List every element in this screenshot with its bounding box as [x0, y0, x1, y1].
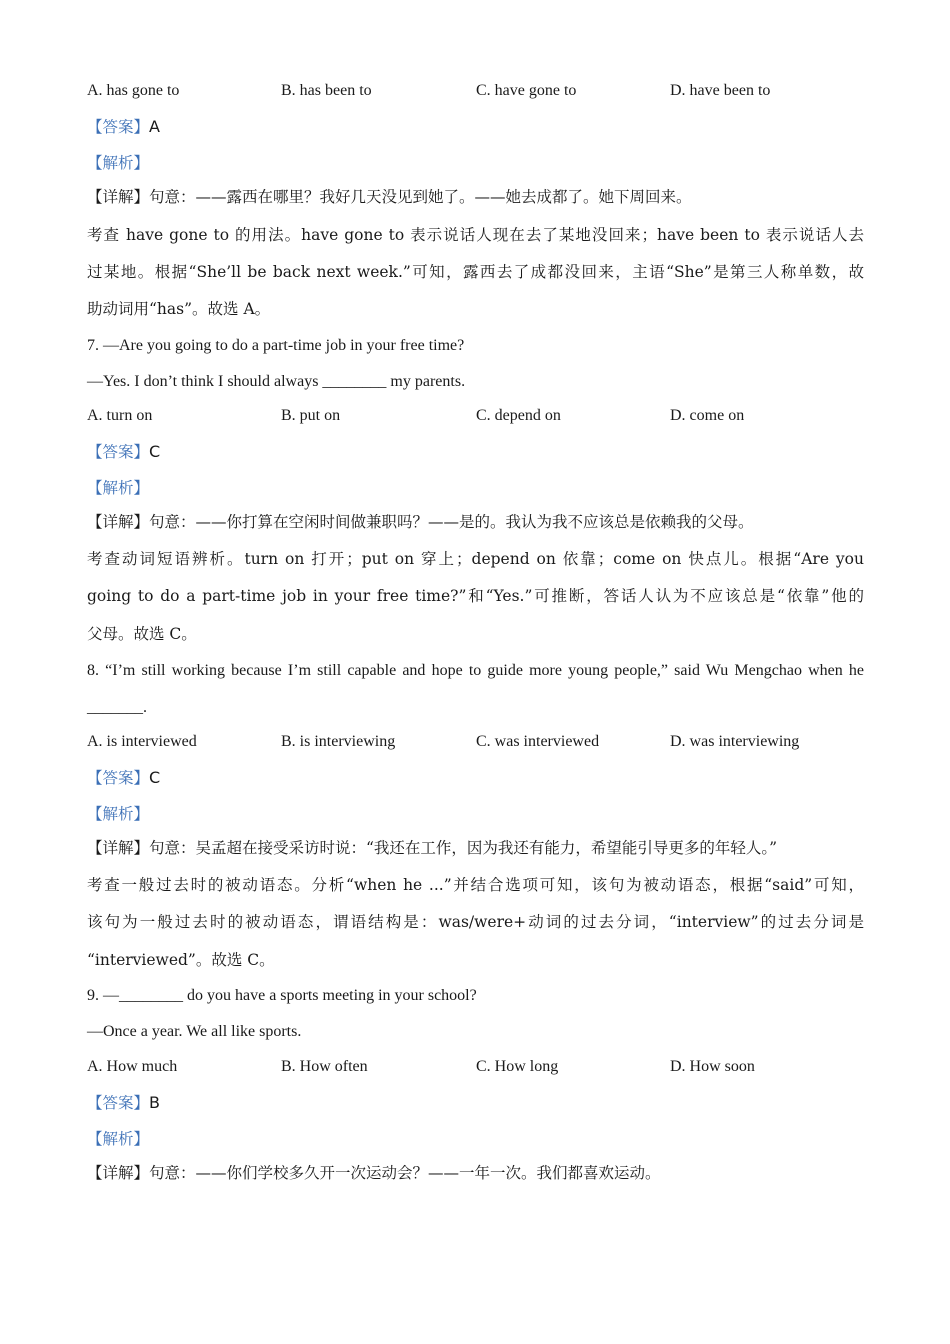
q6-answer: A — [149, 117, 160, 136]
q6-explain-3: 助动词用“has”。故选 A。 — [87, 300, 271, 318]
q8-explain-1: 考查一般过去时的被动语态。分析“when he ...”并结合选项可知，该句为被动语态，根据“said”可知， — [87, 876, 864, 894]
q8-explain-2: 该句为一般过去时的被动语态，谓语结构是：was/were+动词的过去分词，“interview”的过去分词是 — [87, 913, 864, 931]
q7-option-b: B. put on — [281, 407, 341, 424]
q9-option-a: A. How much — [87, 1058, 178, 1075]
q7-explain-3: 父母。故选 C。 — [87, 625, 197, 643]
q6-detail: 【详解】句意：——露西在哪里？我好几天没见到她了。——她去成都了。她下周回来。 — [87, 188, 692, 206]
q6-explain-2: 过某地。根据“She’ll be back next week.”可知，露西去了成都没回来，主语“She”是第三人称单数，故 — [87, 263, 864, 281]
q7-analysis-tag: 【解析】 — [87, 479, 150, 497]
answer-tag: 【答案】 — [87, 769, 150, 787]
q7-option-c: C. depend on — [476, 407, 561, 424]
q8-analysis-tag: 【解析】 — [87, 805, 150, 823]
q9-stem-2: —Once a year. We all like sports. — [87, 1023, 302, 1040]
q7-answer-line — [87, 442, 864, 462]
q6-explain-1: 考查 have gone to 的用法。have gone to 表示说话人现在去了某地没回来；have been to 表示说话人去 — [87, 226, 864, 244]
q9-answer-line — [87, 1093, 864, 1113]
q8-option-c: C. was interviewed — [476, 733, 600, 750]
q7-stem-2: —Yes. I don’t think I should always ________ my parents. — [87, 373, 466, 390]
q6-option-b: B. has been to — [281, 82, 372, 99]
q7-option-d: D. come on — [670, 407, 745, 424]
q9-stem-1: 9. —________ do you have a sports meeting in your school? — [87, 987, 477, 1004]
q6-option-a: A. has gone to — [87, 82, 180, 99]
q6-analysis-tag: 【解析】 — [87, 154, 150, 172]
q7-answer: C — [149, 442, 161, 461]
q9-option-b: B. How often — [281, 1058, 368, 1075]
q9-option-c: C. How long — [476, 1058, 559, 1075]
q7-stem-1: 7. —Are you going to do a part-time job in your free time? — [87, 337, 465, 354]
q7-explain-1: 考查动词短语辨析。turn on 打开；put on 穿上；depend on 依靠；come on 快点儿。根据“Are you — [87, 550, 864, 568]
q7-detail: 【详解】句意：——你打算在空闲时间做兼职吗？——是的。我认为我不应该总是依赖我的父母。 — [87, 513, 754, 531]
q8-option-a: A. is interviewed — [87, 733, 197, 750]
q8-explain-3: “interviewed”。故选 C。 — [87, 951, 275, 969]
q8-option-d: D. was interviewing — [670, 733, 800, 750]
q9-answer: B — [149, 1093, 160, 1112]
q7-option-a: A. turn on — [87, 407, 153, 424]
q8-answer-line — [87, 768, 864, 788]
q6-option-d: D. have been to — [670, 82, 771, 99]
q8-option-b: B. is interviewing — [281, 733, 396, 750]
q6-option-c: C. have gone to — [476, 82, 577, 99]
answer-tag: 【答案】 — [87, 1094, 150, 1112]
answer-tag: 【答案】 — [87, 118, 150, 136]
q8-answer: C — [149, 768, 161, 787]
q8-detail: 【详解】句意：吴孟超在接受采访时说：“我还在工作，因为我还有能力，希望能引导更多的年轻人。” — [87, 839, 778, 857]
q7-explain-2: going to do a part-time job in your free time?”和“Yes.”可推断，答话人认为不应该总是“依靠”他的 — [87, 587, 864, 605]
q8-stem-2: _______. — [87, 699, 147, 716]
q8-stem-1: 8. “I’m still working because I’m still capable and hope to guide more young people,” said Wu Mengchao when he — [87, 662, 864, 679]
q9-option-d: D. How soon — [670, 1058, 755, 1075]
q9-analysis-tag: 【解析】 — [87, 1130, 150, 1148]
q9-detail: 【详解】句意：——你们学校多久开一次运动会？——一年一次。我们都喜欢运动。 — [87, 1164, 661, 1182]
q6-answer-line — [87, 117, 864, 137]
answer-tag: 【答案】 — [87, 443, 150, 461]
